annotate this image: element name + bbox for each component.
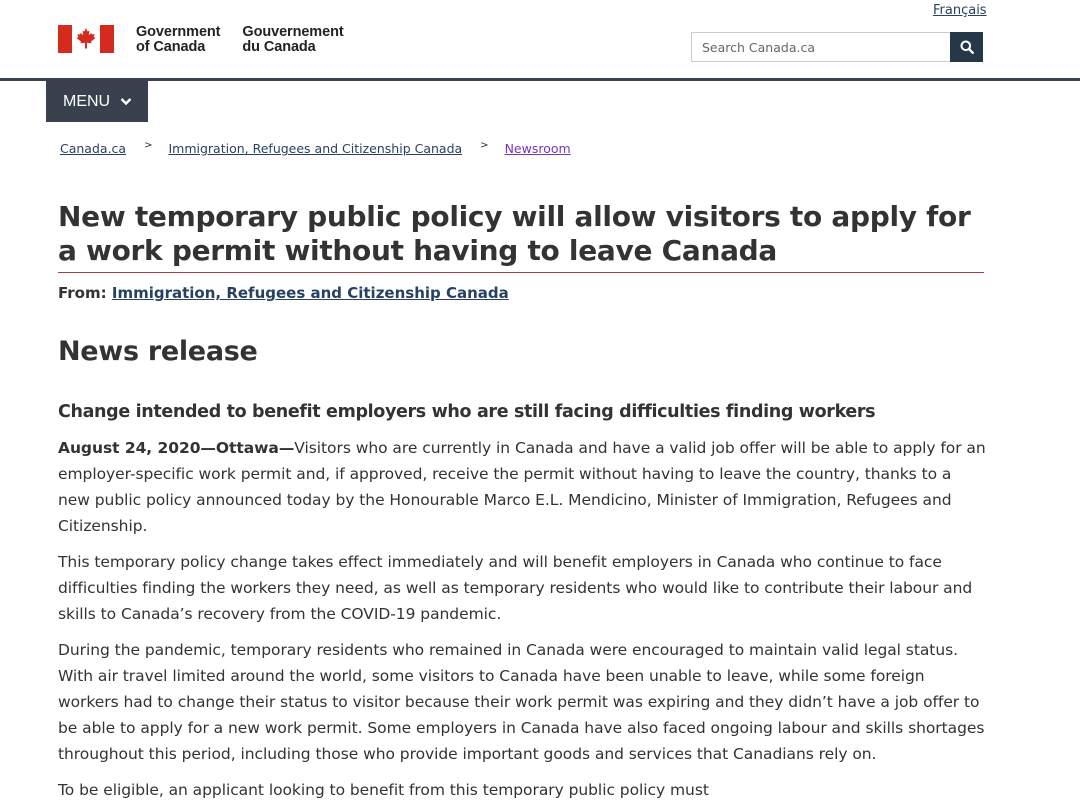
from-label: From: bbox=[58, 284, 107, 302]
title-underline bbox=[58, 272, 984, 273]
signature-french bbox=[242, 25, 343, 55]
search-input[interactable] bbox=[691, 32, 950, 62]
signature-en-line2: of Canada bbox=[136, 39, 206, 55]
signature-fr-line2: du Canada bbox=[242, 39, 316, 55]
paragraph-1-text: Visitors who are currently in Canada and have a valid job offer will be able to apply for an employer-specific work permit and, if approved, receive the permit without having to leave the country, thanks to a new public policy announced today by the Honourable Marco E.L. Mendicino, Minister of Immigration, Refugees and Citizenship. bbox=[58, 439, 986, 535]
government-of-canada-logo[interactable] bbox=[58, 25, 344, 55]
site-search bbox=[691, 32, 983, 62]
signature-en-line1: Government bbox=[136, 24, 221, 40]
chevron-down-icon bbox=[120, 97, 132, 106]
paragraph-3: During the pandemic, temporary residents who remained in Canada were encouraged to maintain valid legal status. With air travel limited around the world, some visitors to Canada have been unable to leave, while some foreign workers had to change their status to visitor because their work permit was expiring and they didn’t have a job offer to be able to apply for a new work permit. Some employers in Canada have also faced ongoing labour and skills shortages throughout this period, including those who provide important goods and services that Canadians rely on. bbox=[58, 641, 985, 763]
breadcrumb bbox=[60, 141, 571, 156]
breadcrumb-link-canada[interactable]: Canada.ca bbox=[60, 141, 127, 156]
dateline: August 24, 2020—Ottawa— bbox=[58, 439, 295, 457]
menu-label: MENU bbox=[63, 92, 111, 110]
breadcrumb-link-ircc[interactable]: Immigration, Refugees and Citizenship Canada bbox=[168, 141, 463, 156]
signature-fr-line1: Gouvernement bbox=[242, 24, 344, 40]
maple-leaf-icon bbox=[72, 25, 100, 53]
search-button[interactable] bbox=[950, 32, 983, 62]
signature-english bbox=[136, 25, 220, 55]
canada-flag-icon bbox=[58, 25, 114, 53]
paragraph-4: To be eligible, an applicant looking to benefit from this temporary public policy must bbox=[58, 781, 709, 799]
from-line bbox=[58, 284, 509, 302]
paragraph-2: This temporary policy change takes effect immediately and will benefit employers in Canada who continue to face difficulties finding the workers they need, as well as temporary residents who would like to contribute their labour and skills to Canada’s recovery from the COVID-19 pandemic. bbox=[58, 553, 973, 623]
breadcrumb-separator-icon: > bbox=[480, 140, 489, 151]
header-divider bbox=[0, 78, 1080, 81]
menu-button[interactable] bbox=[46, 81, 148, 122]
subheading: Change intended to benefit employers who are still facing difficulties finding workers bbox=[58, 402, 876, 422]
paragraph-1 bbox=[58, 435, 988, 539]
breadcrumb-separator-icon: > bbox=[144, 140, 153, 151]
search-icon bbox=[960, 40, 974, 54]
language-toggle-link[interactable]: Français bbox=[933, 3, 987, 18]
from-department-link[interactable]: Immigration, Refugees and Citizenship Canada bbox=[111, 284, 509, 302]
section-heading: News release bbox=[58, 336, 258, 367]
breadcrumb-link-newsroom[interactable]: Newsroom bbox=[504, 141, 571, 156]
page-title: New temporary public policy will allow visitors to apply for a work permit without having to leave Canada bbox=[58, 200, 971, 267]
